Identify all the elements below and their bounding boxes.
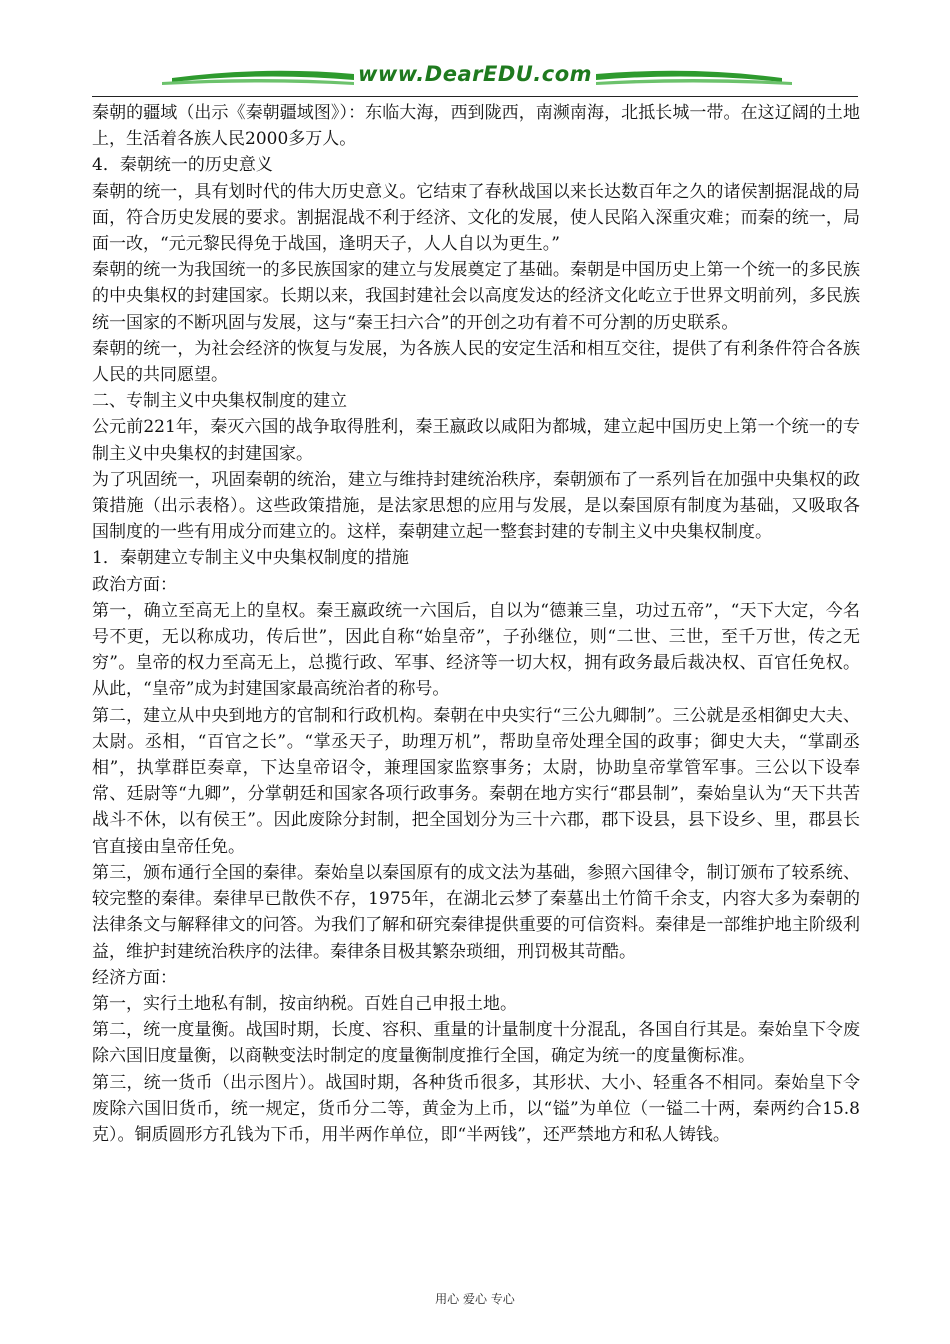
paragraph: 第一，确立至高无上的皇权。秦王嬴政统一六国后，自以为“德兼三皇，功过五帝”，“天下大定，今名号不更，无以称成功，传后世”，因此自称“始皇帝”，子孙继位，则“二世、三世，至千万世，传之无穷”。皇帝的权力至高无上，总揽行政、军事、经济等一切大权，拥有政务最后裁决权、百官任免权。从此，“皇帝”成为封建国家最高统治者的称号。 bbox=[92, 600, 860, 700]
page-footer: 用心 爱心 专心 bbox=[435, 1292, 515, 1306]
subheading: 经济方面： bbox=[92, 967, 177, 988]
paragraph: 第一，实行土地私有制，按亩纳税。百姓自己申报土地。 bbox=[92, 993, 517, 1014]
paragraph: 为了巩固统一，巩固秦朝的统治，建立与维持封建统治秩序，秦朝颁布了一系列旨在加强中央集权的政策措施（出示表格）。这些政策措施，是法家思想的应用与发展，是以秦国原有制度为基础，又吸取各国制度的一些有用成分而建立的。这样，秦朝建立起一整套封建的专制主义中央集权制度。 bbox=[92, 469, 860, 543]
paragraph: 第三，颁布通行全国的秦律。秦始皇以秦国原有的成文法为基础，参照六国律令，制订颁布了较系统、较完整的秦律。秦律早已散佚不存，1975年，在湖北云梦了秦墓出土竹简千余支，内容大多为秦朝的法律条文与解释律文的问答。为我们了解和研究秦律提供重要的可信资料。秦律是一部维护地主阶级利益，维护封建统治秩序的法律。秦律条目极其繁杂琐细，刑罚极其苛酷。 bbox=[92, 862, 860, 962]
page-header bbox=[92, 58, 858, 94]
paragraph: 秦朝的统一，具有划时代的伟大历史意义。它结束了春秋战国以来长达数百年之久的诸侯割据混战的局面，符合历史发展的要求。割据混战不利于经济、文化的发展，使人民陷入深重灾难；而秦的统一，局面一改，“元元黎民得免于战国，逢明天子，人人自以为更生。” bbox=[92, 181, 860, 255]
paragraph: 第二，建立从中央到地方的官制和行政机构。秦朝在中央实行“三公九卿制”。三公就是丞相御史大夫、太尉。丞相，“百官之长”。“掌丞天子，助理万机”，帮助皇帝处理全国的政事；御史大夫，“掌副丞相”，执掌群臣奏章，下达皇帝诏令，兼理国家监察事务；太尉，协助皇帝掌管军事。三公以下设奉常、廷尉等“九卿”，分掌朝廷和国家各项行政事务。秦朝在地方实行“郡县制”，秦始皇认为“天下共苦战斗不休，以有侯王”。因此废除分封制，把全国划分为三十六郡，郡下设县，县下设乡、里，郡县长官直接由皇帝任免。 bbox=[92, 705, 860, 857]
header-divider bbox=[92, 96, 858, 97]
subheading: 政治方面： bbox=[92, 574, 177, 595]
paragraph: 第二，统一度量衡。战国时期，长度、容积、重量的计量制度十分混乱，各国自行其是。秦始皇下令废除六国旧度量衡，以商鞅变法时制定的度量衡制度推行全国，确定为统一的度量衡标准。 bbox=[92, 1020, 860, 1067]
section-heading: 4．秦朝统一的历史意义 bbox=[92, 155, 273, 176]
site-logo-text: www.DearEDU.com bbox=[357, 62, 593, 86]
section-heading: 1．秦朝建立专制主义中央集权制度的措施 bbox=[92, 548, 409, 569]
paragraph: 第三，统一货币（出示图片）。战国时期，各种货币很多，其形状、大小、轻重各不相同。秦始皇下令废除六国旧货币，统一规定，货币分二等，黄金为上币，以“镒”为单位（一镒二十两，秦两约合15.8克）。铜质圆形方孔钱为下币，用半两作单位，即“半两钱”，还严禁地方和私人铸钱。 bbox=[92, 1072, 860, 1145]
paragraph: 公元前221年，秦灭六国的战争取得胜利，秦王嬴政以咸阳为都城，建立起中国历史上第一个统一的专制主义中央集权的封建国家。 bbox=[92, 417, 860, 464]
section-heading: 二、专制主义中央集权制度的建立 bbox=[92, 391, 347, 412]
paragraph: 秦朝的统一，为社会经济的恢复与发展，为各族人民的安定生活和相互交往，提供了有利条件符合各族人民的共同愿望。 bbox=[92, 338, 860, 386]
paragraph: 秦朝的疆域（出示《秦朝疆域图》）：东临大海，西到陇西，南濒南海，北抵长城一带。在这辽阔的土地上，生活着各族人民2000多万人。 bbox=[92, 103, 860, 150]
document-body bbox=[92, 100, 860, 1148]
paragraph: 秦朝的统一为我国统一的多民族国家的建立与发展奠定了基础。秦朝是中国历史上第一个统一的多民族的中央集权的封建国家。长期以来，我国封建社会以高度发达的经济文化屹立于世界文明前列，多民族统一国家的不断巩固与发展，这与“秦王扫六合”的开创之功有着不可分割的历史联系。 bbox=[92, 260, 860, 333]
